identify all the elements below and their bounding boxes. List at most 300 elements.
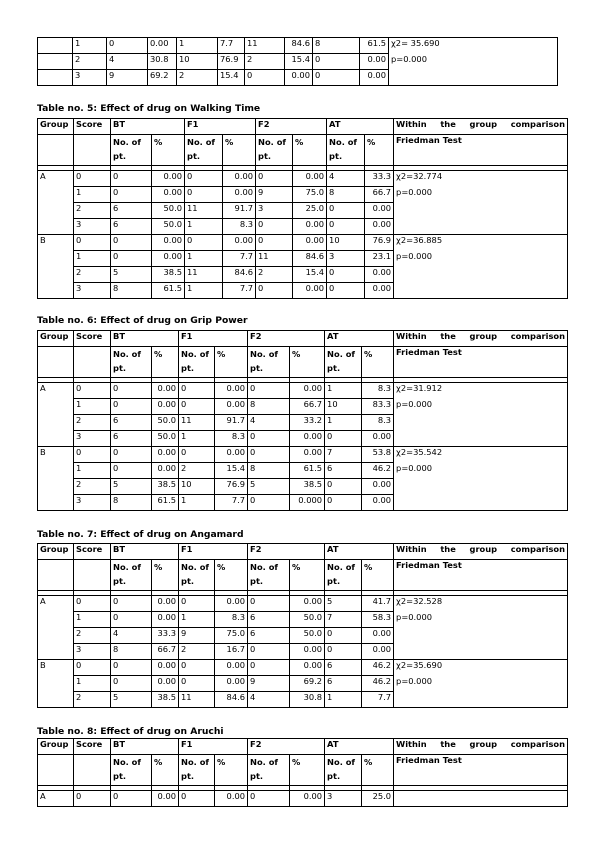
cell-value: 9 [256, 187, 293, 203]
header-no-of: No. of [258, 137, 287, 147]
cell-value: 0 [111, 399, 152, 415]
cell-value: 0.00 [293, 219, 327, 235]
header-f1: F1 [179, 739, 248, 755]
cell-value: 0.00 [152, 399, 179, 415]
cell-value: 3 [256, 203, 293, 219]
cell-value: 0.00 [215, 399, 248, 415]
cell-value: 6 [325, 676, 362, 692]
cell-value: 0 [325, 479, 362, 495]
cell-value: 0 [111, 235, 152, 251]
table-row [38, 38, 558, 54]
cell-value: 5 [111, 479, 152, 495]
header-no-of: No. of [187, 137, 216, 147]
cell-value: 8.3 [362, 415, 394, 431]
header-no-of: No. of [113, 349, 141, 359]
cell-value: 0 [313, 70, 360, 86]
cell-value: 33.2 [290, 415, 325, 431]
subheader-row [38, 347, 568, 378]
blank-cell [38, 219, 74, 235]
table-caption: Table no. 6: Effect of drug on Grip Power [37, 315, 248, 326]
group-label: B [38, 447, 74, 463]
score-value: 2 [74, 203, 111, 219]
data-table [37, 118, 568, 299]
cell-value: 0.00 [290, 660, 325, 676]
cell-value: 4 [248, 415, 290, 431]
cell-value: 6 [248, 628, 290, 644]
header-no-of-pt [325, 755, 362, 786]
cell-value: 0.00 [152, 596, 179, 612]
cell-value: 0 [248, 791, 290, 807]
blank-cell [38, 755, 74, 786]
cell-value: 0 [325, 628, 362, 644]
cell-value: 8.3 [215, 612, 248, 628]
header-no-of-pt [248, 755, 290, 786]
header-within: Within the group comparison [394, 544, 568, 560]
table-row [38, 203, 568, 219]
cell-value: 8 [111, 495, 152, 511]
cell-value: 0.00 [290, 447, 325, 463]
cell-value: 0.00 [360, 54, 389, 70]
cell-value: 0.00 [152, 251, 185, 267]
cell-value: 8 [248, 399, 290, 415]
cell-value: 0 [325, 495, 362, 511]
cell-value: 0.00 [365, 219, 394, 235]
cell-value: 0 [179, 596, 215, 612]
table-row [38, 70, 558, 86]
cell-value: 0.00 [215, 596, 248, 612]
header-pct: % [223, 135, 256, 166]
cell-value: 25.0 [293, 203, 327, 219]
cell-value: 2 [179, 644, 215, 660]
header-pt: pt. [181, 576, 195, 586]
header-bt: BT [111, 331, 179, 347]
cell-value: 38.5 [152, 479, 179, 495]
score-value: 1 [74, 676, 111, 692]
table-row [38, 283, 568, 299]
group-label: A [38, 791, 74, 807]
header-pct: % [152, 560, 179, 591]
blank-cell [394, 219, 568, 235]
cell-value: 25.0 [362, 791, 394, 807]
group-label: A [38, 383, 74, 399]
friedman-chi2: χ2=31.912 [394, 383, 568, 399]
header-row [38, 544, 568, 560]
cell-value: 0.00 [215, 660, 248, 676]
cell-value: 38.5 [152, 692, 179, 708]
header-pt: pt. [250, 363, 264, 373]
header-at: AT [327, 119, 394, 135]
header-no-of: No. of [250, 757, 279, 767]
cell-value: 8 [248, 463, 290, 479]
cell-value: 0.00 [290, 596, 325, 612]
header-score: Score [74, 119, 111, 135]
cell-value: 6 [248, 612, 290, 628]
table-row [38, 692, 568, 708]
cell-value: 38.5 [152, 267, 185, 283]
cell-value: 11 [245, 38, 285, 54]
cell-value: 1 [185, 251, 223, 267]
cell-value: 50.0 [152, 203, 185, 219]
header-pct: % [152, 135, 185, 166]
blank-cell [38, 70, 73, 86]
score-value: 0 [74, 660, 111, 676]
cell-value: 6 [325, 463, 362, 479]
header-no-of: No. of [250, 562, 279, 572]
cell-value: 0 [111, 660, 152, 676]
blank-cell [38, 187, 74, 203]
header-group: Group [38, 119, 74, 135]
header-score: Score [74, 331, 111, 347]
friedman-chi2: χ2=35.690 [394, 660, 568, 676]
header-no-of-pt [111, 560, 152, 591]
cell-value: 46.2 [362, 676, 394, 692]
cell-value: 8.3 [215, 431, 248, 447]
header-f2: F2 [248, 544, 325, 560]
blank-cell [38, 399, 74, 415]
cell-value: 0.00 [215, 447, 248, 463]
cell-value: 1 [179, 612, 215, 628]
table-row [38, 267, 568, 283]
header-pt: pt. [327, 363, 341, 373]
cell-value: 0.00 [223, 171, 256, 187]
cell-value: 0 [248, 596, 290, 612]
table-row [38, 791, 568, 807]
header-no-of-pt [179, 560, 215, 591]
cell-value: 0.00 [215, 791, 248, 807]
cell-value: 6 [111, 415, 152, 431]
header-no-of: No. of [329, 137, 358, 147]
blank-cell [38, 692, 74, 708]
blank-cell [394, 431, 568, 447]
cell-value: 8.3 [223, 219, 256, 235]
table-7 [37, 543, 566, 708]
cell-value: 6 [325, 660, 362, 676]
cell-value: 11 [179, 415, 215, 431]
table-row [38, 628, 568, 644]
cell-value: 53.8 [362, 447, 394, 463]
header-no-of: No. of [181, 757, 210, 767]
header-no-of: No. of [181, 349, 210, 359]
data-table [37, 330, 568, 511]
header-pct: % [215, 560, 248, 591]
cell-value: 0.00 [152, 463, 179, 479]
header-pt: pt. [181, 363, 195, 373]
blank-cell [394, 415, 568, 431]
cell-value: 0 [327, 283, 365, 299]
blank-cell [394, 644, 568, 660]
header-no-of-pt [111, 347, 152, 378]
header-pct: % [362, 755, 394, 786]
cell-value: 0.00 [152, 171, 185, 187]
cell-value: 0 [248, 447, 290, 463]
cell-value: 0 [179, 447, 215, 463]
cell-value: 0 [327, 203, 365, 219]
table-row [38, 463, 568, 479]
cell-value: 0 [111, 251, 152, 267]
header-no-of-pt [111, 755, 152, 786]
header-pt: pt. [113, 363, 127, 373]
blank-cell [38, 203, 74, 219]
header-pct: % [152, 755, 179, 786]
table-row [38, 219, 568, 235]
cell-value: 9 [179, 628, 215, 644]
blank-cell [394, 628, 568, 644]
blank-cell [394, 203, 568, 219]
cell-value: 10 [177, 54, 218, 70]
cell-value: 15.4 [218, 70, 245, 86]
header-pct: % [290, 347, 325, 378]
friedman-stat: p=0.000 [389, 54, 558, 70]
group-label: A [38, 171, 74, 187]
cell-value: 0 [327, 267, 365, 283]
header-pct: % [215, 755, 248, 786]
cell-value: 66.7 [365, 187, 394, 203]
cell-value: 91.7 [223, 203, 256, 219]
cell-value: 0 [111, 447, 152, 463]
cell-value: 0.00 [362, 479, 394, 495]
cell-value: 10 [325, 399, 362, 415]
table-row [38, 431, 568, 447]
blank-cell [38, 54, 73, 70]
header-no-of-pt [179, 347, 215, 378]
score-value: 2 [74, 415, 111, 431]
cell-value: 1 [179, 495, 215, 511]
blank-cell [394, 267, 568, 283]
score-value: 0 [74, 383, 111, 399]
cell-value: 2 [73, 54, 107, 70]
table-row [38, 383, 568, 399]
cell-value: 23.1 [365, 251, 394, 267]
blank-cell [38, 283, 74, 299]
cell-value: 7.7 [215, 495, 248, 511]
header-no-of-pt [185, 135, 223, 166]
cell-value: 0.00 [148, 38, 177, 54]
friedman-chi2: χ2=32.528 [394, 596, 568, 612]
score-value: 3 [74, 431, 111, 447]
cell-value: 84.6 [293, 251, 327, 267]
cell-value: 76.9 [365, 235, 394, 251]
cell-value: 0.000 [290, 495, 325, 511]
cell-value: 0.00 [223, 235, 256, 251]
cell-value: 66.7 [152, 644, 179, 660]
table-row [38, 596, 568, 612]
header-pt: pt. [113, 576, 127, 586]
header-f2: F2 [248, 739, 325, 755]
cell-value: 0.00 [152, 660, 179, 676]
cell-value: 50.0 [152, 431, 179, 447]
header-pct: % [290, 560, 325, 591]
blank-cell [38, 463, 74, 479]
blank-cell [74, 347, 111, 378]
cell-value: 3 [325, 791, 362, 807]
header-score: Score [74, 739, 111, 755]
table-caption: Table no. 8: Effect of drug on Aruchi [37, 726, 224, 737]
header-pct: % [152, 347, 179, 378]
header-friedman: Friedman Test [394, 755, 568, 786]
score-value: 1 [74, 399, 111, 415]
cell-value: 66.7 [290, 399, 325, 415]
cell-value: 69.2 [290, 676, 325, 692]
table-row [38, 660, 568, 676]
cell-value: 0 [256, 171, 293, 187]
cell-value: 7.7 [362, 692, 394, 708]
cell-value: 41.7 [362, 596, 394, 612]
header-pt: pt. [258, 151, 272, 161]
cell-value: 8.3 [362, 383, 394, 399]
friedman-p-value: p=0.000 [394, 251, 568, 267]
header-pct: % [290, 755, 325, 786]
cell-value: 0 [185, 187, 223, 203]
header-pt: pt. [187, 151, 201, 161]
cell-value: 4 [107, 54, 148, 70]
header-no-of-pt [248, 347, 290, 378]
header-within: Within the group comparison [394, 119, 568, 135]
cell-value: 7.7 [223, 283, 256, 299]
blank-cell [74, 755, 111, 786]
table-row [38, 479, 568, 495]
cell-value: 5 [111, 267, 152, 283]
header-no-of-pt [325, 560, 362, 591]
header-no-of: No. of [250, 349, 279, 359]
cell-value: 0.00 [365, 283, 394, 299]
friedman-p-value: p=0.000 [394, 187, 568, 203]
cell-value: 0.00 [360, 70, 389, 86]
friedman-chi2: χ2=32.774 [394, 171, 568, 187]
header-no-of: No. of [327, 349, 356, 359]
cell-value: 1 [325, 692, 362, 708]
cell-value: 84.6 [285, 38, 313, 54]
cell-value: 0.00 [290, 383, 325, 399]
cell-value: 0 [325, 644, 362, 660]
cell-value: 7 [325, 612, 362, 628]
cell-value: 84.6 [223, 267, 256, 283]
score-value: 2 [74, 628, 111, 644]
header-f1: F1 [185, 119, 256, 135]
header-no-of: No. of [327, 562, 356, 572]
friedman-p-value: p=0.000 [394, 612, 568, 628]
cell-value: 76.9 [218, 54, 245, 70]
table-row [38, 612, 568, 628]
blank-cell [394, 283, 568, 299]
header-row [38, 739, 568, 755]
cell-value: 0 [179, 791, 215, 807]
group-label: B [38, 660, 74, 676]
cell-value: 0.00 [215, 383, 248, 399]
score-value: 2 [74, 479, 111, 495]
table-row [38, 251, 568, 267]
cell-value: 0.00 [152, 235, 185, 251]
cell-value: 0.00 [365, 267, 394, 283]
cell-value: 0.00 [152, 612, 179, 628]
cell-value: 1 [325, 383, 362, 399]
cell-value: 11 [179, 692, 215, 708]
header-pt: pt. [327, 576, 341, 586]
cell-value: 1 [325, 415, 362, 431]
data-table [37, 738, 568, 807]
cell-value: 0 [111, 791, 152, 807]
table-8 [37, 738, 566, 807]
cell-value: 30.8 [148, 54, 177, 70]
subheader-row [38, 135, 568, 166]
cell-value: 0.00 [290, 431, 325, 447]
cell-value: 6 [111, 203, 152, 219]
cell-value: 0 [185, 171, 223, 187]
cell-value: 0 [185, 235, 223, 251]
cell-value: 16.7 [215, 644, 248, 660]
header-pct: % [365, 135, 394, 166]
table-row [38, 676, 568, 692]
score-value: 0 [74, 791, 111, 807]
header-no-of-pt [248, 560, 290, 591]
cell-value: 2 [177, 70, 218, 86]
table-row [38, 399, 568, 415]
header-pt: pt. [329, 151, 343, 161]
header-at: AT [325, 331, 394, 347]
score-value: 1 [74, 463, 111, 479]
cell-value: 7.7 [218, 38, 245, 54]
header-no-of-pt [325, 347, 362, 378]
cell-value: 0.00 [152, 447, 179, 463]
score-value: 2 [74, 267, 111, 283]
header-score: Score [74, 544, 111, 560]
cell-value: 7.7 [223, 251, 256, 267]
cell-value: 0 [111, 612, 152, 628]
cell-value: 8 [111, 644, 152, 660]
table-row [38, 235, 568, 251]
data-table [37, 543, 568, 708]
cell-value: 61.5 [152, 283, 185, 299]
cell-value: 5 [111, 692, 152, 708]
cell-value: 69.2 [148, 70, 177, 86]
cell-value: 0.00 [362, 628, 394, 644]
score-value: 1 [74, 187, 111, 203]
cell-value: 83.3 [362, 399, 394, 415]
cell-value: 8 [327, 187, 365, 203]
score-value: 0 [74, 171, 111, 187]
blank-cell [38, 495, 74, 511]
cell-value: 0 [248, 383, 290, 399]
blank-cell [38, 628, 74, 644]
fragment-table [37, 37, 558, 86]
cell-value: 0 [179, 676, 215, 692]
header-f1: F1 [179, 544, 248, 560]
cell-value: 10 [179, 479, 215, 495]
cell-value: 0.00 [152, 187, 185, 203]
header-no-of: No. of [113, 137, 141, 147]
cell-value: 0.00 [362, 431, 394, 447]
cell-value: 0 [111, 676, 152, 692]
header-f2: F2 [256, 119, 327, 135]
cell-value: 0.00 [362, 644, 394, 660]
group-label: B [38, 235, 74, 251]
header-no-of-pt [111, 135, 152, 166]
cell-value: 2 [256, 267, 293, 283]
blank-cell [38, 644, 74, 660]
blank-cell [38, 38, 73, 54]
cell-value: 11 [185, 203, 223, 219]
friedman-p-value: p=0.000 [394, 676, 568, 692]
cell-value: 2 [179, 463, 215, 479]
friedman-p-value: p=0.000 [394, 463, 568, 479]
cell-value: 0 [325, 431, 362, 447]
cell-value: 0.00 [152, 383, 179, 399]
header-bt: BT [111, 739, 179, 755]
header-pt: pt. [113, 771, 127, 781]
cell-value: 0.00 [290, 791, 325, 807]
cell-value: 0 [256, 235, 293, 251]
cell-value: 61.5 [290, 463, 325, 479]
header-at: AT [325, 739, 394, 755]
